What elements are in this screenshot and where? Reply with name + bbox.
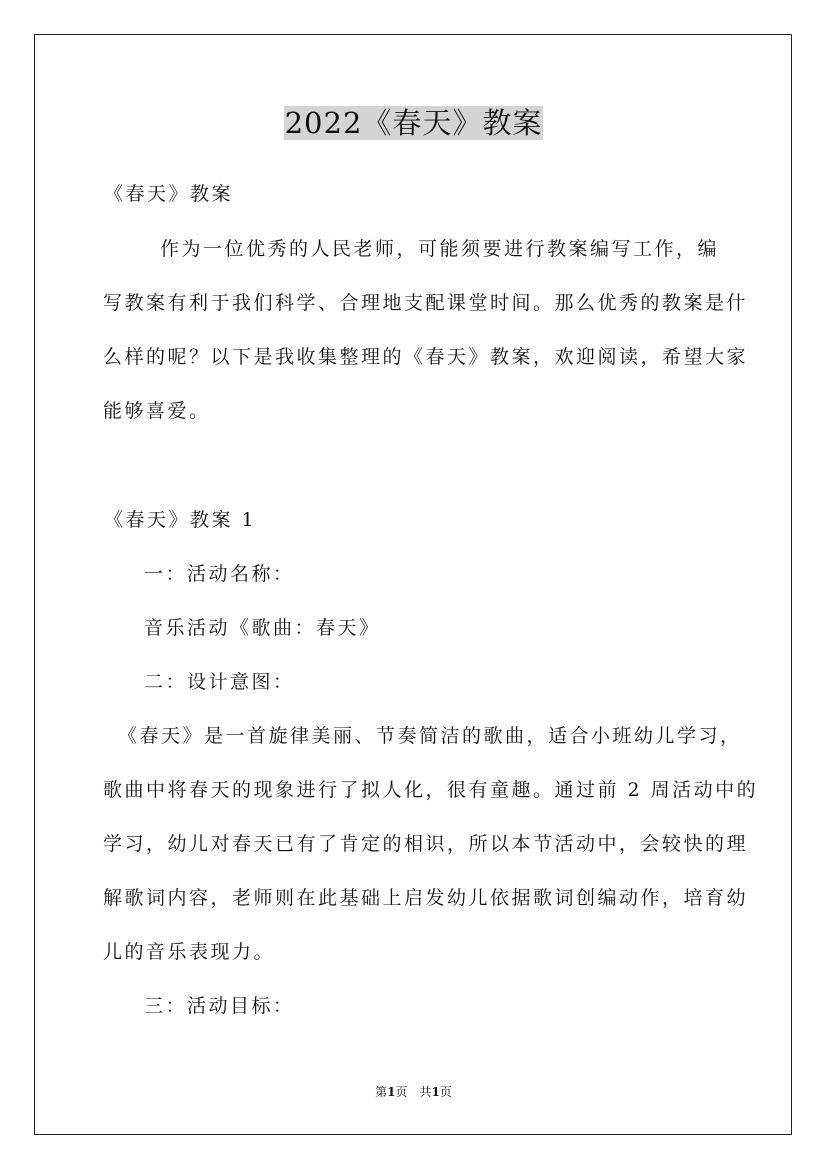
- section1-heading: 《春天》教案 1: [104, 509, 257, 531]
- document-title-text: 2022《春天》教案: [284, 106, 543, 140]
- footer-page-total: 1: [431, 1085, 440, 1099]
- footer-mid: 页 共: [395, 1085, 432, 1099]
- footer-prefix: 第: [375, 1085, 388, 1099]
- document-subtitle: 《春天》教案: [104, 183, 234, 205]
- item2-heading: 二：设计意图：: [144, 671, 295, 693]
- item3-heading: 三：活动目标：: [144, 995, 295, 1017]
- footer-suffix: 页: [439, 1085, 452, 1099]
- item2-line-2: 歌曲中将春天的现象进行了拟人化，很有童趣。通过前 2 周活动中的: [103, 779, 759, 801]
- item1-content: 音乐活动《歌曲：春天》: [144, 617, 381, 639]
- item1-heading: 一：活动名称：: [144, 563, 295, 585]
- intro-line-2: 写教案有利于我们科学、合理地支配课堂时间。那么优秀的教案是什: [103, 292, 749, 314]
- footer-page-current: 1: [387, 1085, 396, 1099]
- page-footer: [0, 1084, 827, 1100]
- item2-line-4: 解歌词内容，老师则在此基础上启发幼儿依据歌词创编动作，培育幼: [103, 887, 749, 909]
- document-title: [0, 103, 827, 143]
- intro-line-4: 能够喜爱。: [103, 400, 211, 422]
- intro-line-3: 么样的呢？以下是我收集整理的《春天》教案，欢迎阅读，希望大家: [103, 346, 749, 368]
- item2-line-3: 学习，幼儿对春天已有了肯定的相识，所以本节活动中，会较快的理: [103, 833, 749, 855]
- item2-line-1: 《春天》是一首旋律美丽、节奏简洁的歌曲，适合小班幼儿学习，: [118, 725, 742, 747]
- item2-line-5: 儿的音乐表现力。: [103, 941, 276, 963]
- intro-line-1: 作为一位优秀的人民老师，可能须要进行教案编写工作，编: [160, 238, 720, 260]
